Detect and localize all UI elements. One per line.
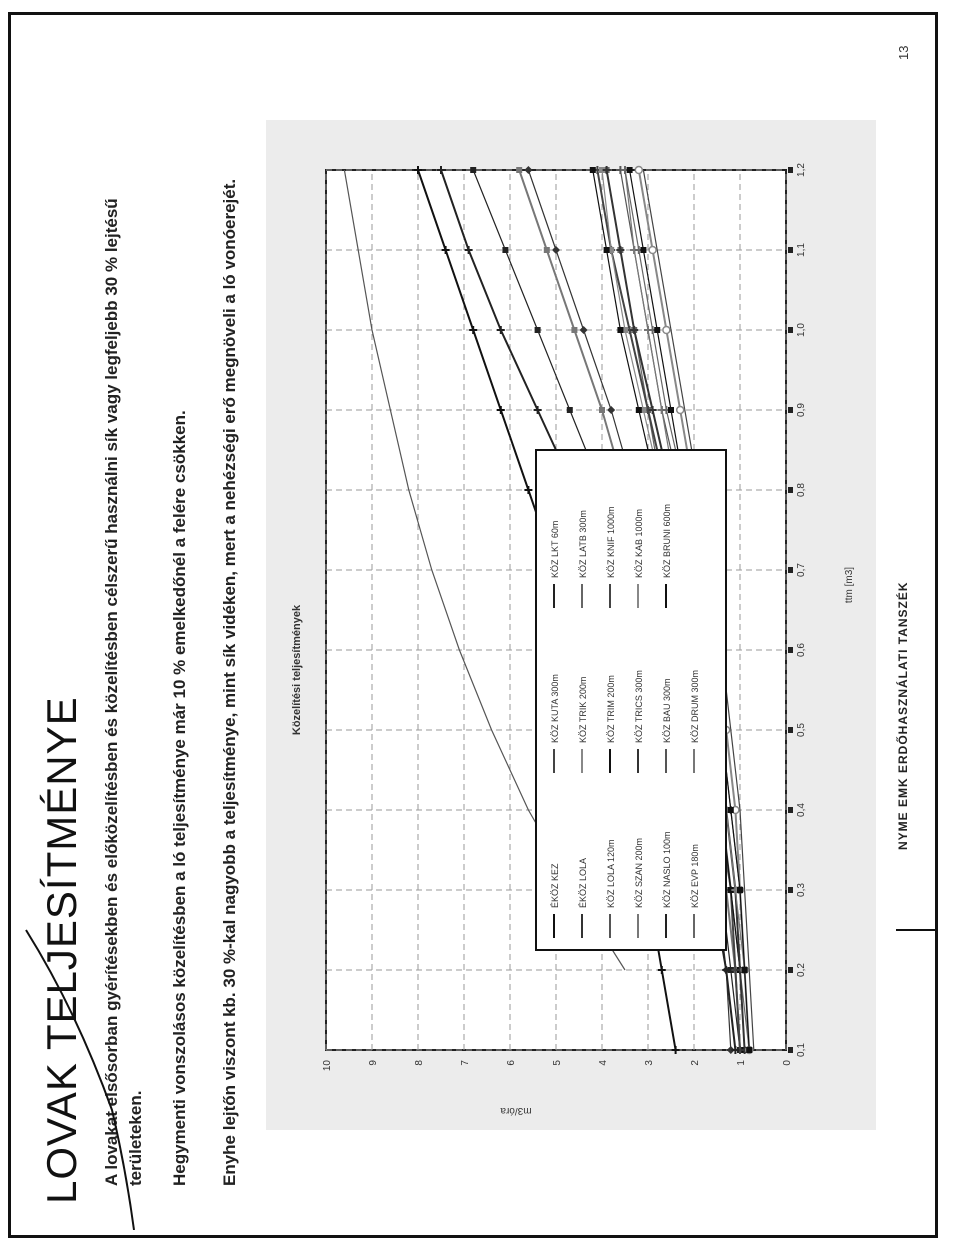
legend-label: KÖZ KUTA 300m	[550, 674, 560, 743]
x-tick-mark	[788, 487, 793, 493]
x-tick-label: 1,2	[796, 163, 807, 177]
y-tick-label: 2	[690, 1060, 701, 1066]
y-tick-label: 10	[322, 1060, 333, 1072]
y-tick-label: 1	[736, 1060, 747, 1066]
data-point	[728, 807, 734, 813]
x-tick-label: 0,7	[796, 563, 807, 577]
x-tick-mark	[788, 327, 793, 333]
legend-label: KÖZ TRIM 200m	[606, 675, 616, 743]
data-point	[502, 247, 508, 253]
x-tick-label: 1,0	[796, 323, 807, 337]
data-point	[590, 167, 596, 173]
x-tick-mark	[788, 407, 793, 413]
x-tick-mark	[788, 1047, 793, 1053]
chart-title: Közelítési teljesítmények	[291, 604, 303, 736]
y-tick-label: 9	[368, 1060, 379, 1066]
y-tick-label: 5	[552, 1060, 563, 1066]
x-tick-mark	[788, 887, 793, 893]
data-point	[654, 327, 660, 333]
y-tick-label: 3	[644, 1060, 655, 1066]
legend-label: KÖZ BAU 300m	[662, 678, 672, 743]
x-tick-label: 0,9	[796, 403, 807, 417]
legend-label: KÖZ TRIK 200m	[578, 676, 588, 743]
legend-label: ÉKÖZ LOLA	[578, 857, 588, 908]
legend-label: KÖZ DRUM 300m	[690, 669, 700, 743]
legend-label: KÖZ KAB 1000m	[634, 508, 644, 578]
rotated-slide	[16, 20, 936, 1230]
chart	[266, 120, 876, 1130]
data-point	[737, 887, 743, 893]
x-axis-label: ttm [m3]	[844, 566, 855, 604]
x-tick-mark	[788, 567, 793, 573]
x-tick-label: 0,3	[796, 883, 807, 897]
data-point	[649, 247, 656, 254]
chart-legend	[536, 450, 726, 950]
legend-label: ÉKÖZ KEZ	[550, 863, 560, 908]
x-tick-label: 0,5	[796, 723, 807, 737]
data-point	[746, 1047, 752, 1053]
y-axis-label: m3/óra	[500, 1105, 532, 1116]
x-tick-label: 0,6	[796, 643, 807, 657]
data-point	[627, 167, 633, 173]
x-tick-label: 0,2	[796, 963, 807, 977]
data-point	[470, 167, 476, 173]
legend-label: KÖZ KNIF 1000m	[606, 506, 616, 578]
paragraph-2: Hegymenti vonszolásos közelítésben a ló teljesítménye már 10 % emelkedőnél a felére csökken.	[170, 410, 189, 1186]
paragraph-1: A lovakat elsősorban gyérítésekben és előközelítésben és közelítésben célszerű használni sík vagy legfeljebb 30 % lejtésű területeken.	[102, 198, 145, 1186]
page-number: 13	[896, 45, 911, 60]
legend-label: KÖZ LOLA 120m	[606, 839, 616, 908]
legend-label: KÖZ NASLO 100m	[662, 831, 672, 908]
legend-label: KÖZ EVP 180m	[690, 844, 700, 908]
legend-label: KÖZ TRICS 300m	[634, 670, 644, 743]
legend-label: KÖZ LKT 60m	[550, 520, 560, 578]
data-point	[599, 407, 605, 413]
data-point	[663, 327, 670, 334]
y-tick-label: 4	[598, 1060, 609, 1066]
x-tick-mark	[788, 167, 793, 173]
x-tick-label: 0,4	[796, 803, 807, 817]
x-tick-label: 1,1	[796, 243, 807, 257]
legend-label: KÖZ SZAN 200m	[634, 837, 644, 908]
x-tick-mark	[788, 647, 793, 653]
data-point	[567, 407, 573, 413]
data-point	[742, 967, 748, 973]
footer-department: NYME EMK ERDŐHASZNÁLATI TANSZÉK	[896, 581, 910, 850]
x-tick-mark	[788, 727, 793, 733]
data-point	[535, 327, 541, 333]
legend-label: KÖZ BRUNI 600m	[662, 503, 672, 578]
x-tick-mark	[788, 807, 793, 813]
x-tick-mark	[788, 247, 793, 253]
data-point	[635, 167, 642, 174]
data-point	[516, 167, 522, 173]
data-point	[636, 407, 642, 413]
paragraph-3: Enyhe lejtőn viszont kb. 30 %-kal nagyobb a teljesítménye, mint sík vidéken, mert a nehézségi erő megnöveli a ló vonóerejét.	[220, 178, 239, 1186]
y-tick-label: 0	[782, 1060, 793, 1066]
page-title: LOVAK TELJESÍTMÉNYE	[38, 696, 85, 1204]
legend-label: KÖZ LATB 300m	[578, 510, 588, 578]
data-point	[677, 407, 684, 414]
data-point	[668, 407, 674, 413]
x-tick-label: 0,8	[796, 483, 807, 497]
data-point	[571, 327, 577, 333]
y-tick-label: 6	[506, 1060, 517, 1066]
y-tick-label: 8	[414, 1060, 425, 1066]
x-tick-mark	[788, 967, 793, 973]
data-point	[617, 327, 623, 333]
x-tick-label: 0,1	[796, 1043, 807, 1057]
y-tick-label: 7	[460, 1060, 471, 1066]
data-point	[640, 247, 646, 253]
data-point	[604, 247, 610, 253]
data-point	[544, 247, 550, 253]
